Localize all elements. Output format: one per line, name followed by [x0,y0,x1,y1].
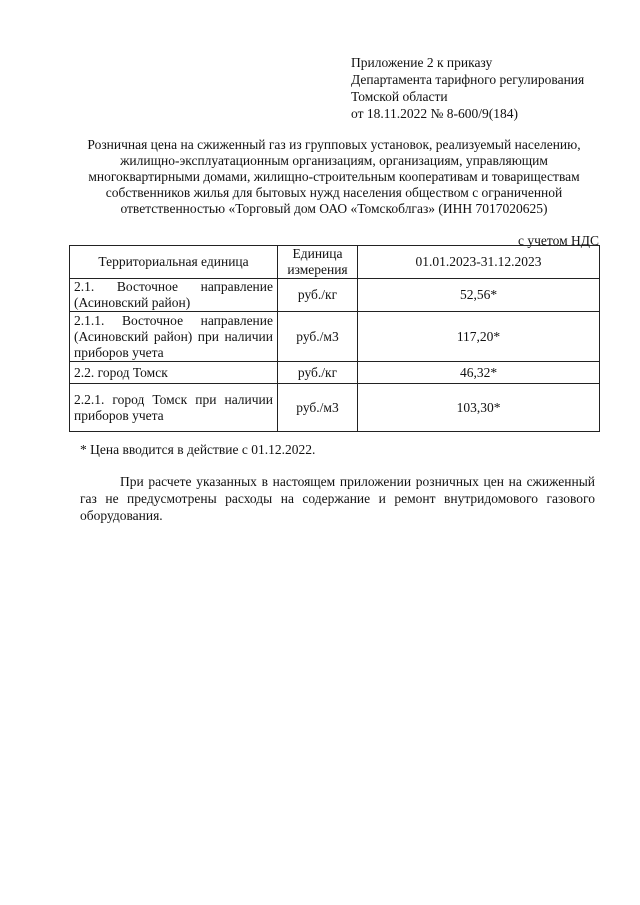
table-header-row [70,246,600,279]
header-unit: Единица измерения [278,246,358,279]
document-title: Розничная цена на сжиженный газ из групповых установок, реализуемый населению, жилищно-эксплуатационным организациям, организациям, управляющим многоквартирными домами, жилищно-строительным кооперативам и товариществам собственников жилья для бытовых нужд населения обществом с ограниченной ответственностью «Торговый дом ОАО «Томскоблгаз» (ИНН 7017020625) [87,137,581,216]
territory-cell: 2.1.1. Восточное направление (Асиновский район) при наличии приборов учета [70,312,278,362]
price-cell: 52,56* [358,279,600,312]
table-row [70,384,600,432]
table-row [70,312,600,362]
header-territory: Территориальная единица [70,246,278,279]
appendix-line: Департамента тарифного регулирования [351,72,585,87]
appendix-line: Приложение 2 к приказу [351,55,493,70]
price-cell: 117,20* [358,312,600,362]
header-period: 01.01.2023-31.12.2023 [358,246,600,279]
vat-note: с учетом НДС [518,233,599,248]
appendix-header [351,54,611,122]
body-paragraph: При расчете указанных в настоящем приложении розничных цен на сжиженный газ не предусмотрены расходы на содержание и ремонт внутридомового газового оборудования. [80,474,595,523]
territory-cell: 2.2.1. город Томск при наличии приборов учета [70,384,278,432]
appendix-line: от 18.11.2022 № 8-600/9(184) [351,106,518,121]
footnote: * Цена вводится в действие с 01.12.2022. [80,442,316,457]
table-row [70,362,600,384]
territory-cell: 2.1. Восточное направление (Асиновский район) [70,279,278,312]
unit-cell: руб./кг [278,279,358,312]
territory-cell: 2.2. город Томск [70,362,278,384]
price-cell: 46,32* [358,362,600,384]
unit-cell: руб./кг [278,362,358,384]
price-cell: 103,30* [358,384,600,432]
table-row [70,279,600,312]
appendix-line: Томской области [351,89,448,104]
unit-cell: руб./м3 [278,384,358,432]
price-table [69,245,600,432]
unit-cell: руб./м3 [278,312,358,362]
